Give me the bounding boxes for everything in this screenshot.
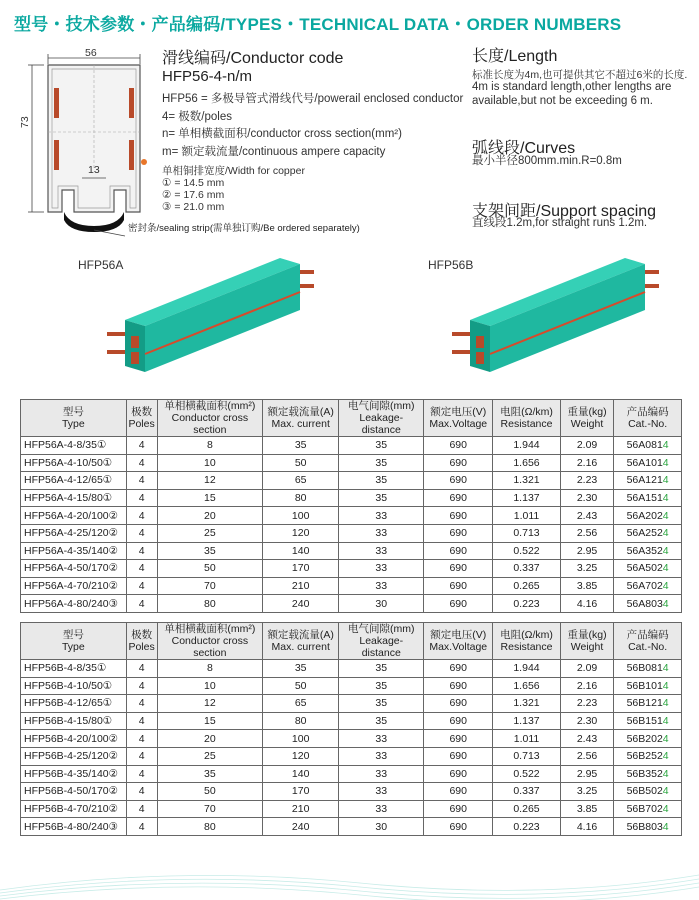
cell-cat-no bbox=[614, 712, 682, 730]
cell-leak: 30 bbox=[339, 818, 424, 836]
cat-no-suffix: 4 bbox=[662, 597, 669, 610]
cat-no-suffix: 4 bbox=[662, 820, 669, 833]
cell-type: HFP56A-4-25/120② bbox=[21, 524, 127, 542]
cat-no-suffix: 4 bbox=[662, 580, 669, 593]
cell-weight: 2.95 bbox=[560, 765, 613, 783]
cell-type: HFP56A-4-20/100② bbox=[21, 507, 127, 525]
table-header-row bbox=[21, 623, 682, 660]
cell-weight: 2.23 bbox=[560, 472, 613, 490]
cell-poles: 4 bbox=[126, 577, 157, 595]
cell-poles: 4 bbox=[126, 542, 157, 560]
cell-voltage: 690 bbox=[424, 677, 493, 695]
cell-cross: 25 bbox=[157, 747, 263, 765]
table-row bbox=[21, 542, 682, 560]
cell-weight: 2.56 bbox=[560, 524, 613, 542]
cat-no-main: 56A121 bbox=[626, 474, 663, 487]
cell-current: 50 bbox=[263, 677, 339, 695]
cell-current: 140 bbox=[263, 765, 339, 783]
cell-poles: 4 bbox=[126, 472, 157, 490]
cat-no-main: 56A202 bbox=[626, 509, 663, 522]
cell-cat-no bbox=[614, 765, 682, 783]
cell-res: 0.713 bbox=[493, 747, 561, 765]
curves-text: 最小半径800mm.min.R=0.8m bbox=[472, 155, 622, 167]
cell-current: 65 bbox=[263, 695, 339, 713]
cell-cross: 20 bbox=[157, 730, 263, 748]
cat-no-main: 56B352 bbox=[626, 767, 663, 780]
sealing-strip-note: 密封条/sealing strip(需单独订购/Be ordered separately) bbox=[128, 223, 360, 234]
cat-no-main: 56B252 bbox=[626, 750, 663, 763]
cell-voltage: 690 bbox=[424, 542, 493, 560]
cell-leak: 33 bbox=[339, 542, 424, 560]
cell-poles: 4 bbox=[126, 660, 157, 678]
cell-res: 0.522 bbox=[493, 765, 561, 783]
column-header: 电气间隙(mm) Leakage-distance bbox=[339, 623, 424, 660]
table-row bbox=[21, 524, 682, 542]
cell-voltage: 690 bbox=[424, 660, 493, 678]
cell-res: 1.137 bbox=[493, 712, 561, 730]
cat-no-suffix: 4 bbox=[662, 474, 669, 487]
cell-voltage: 690 bbox=[424, 712, 493, 730]
cell-poles: 4 bbox=[126, 454, 157, 472]
cell-leak: 35 bbox=[339, 454, 424, 472]
column-header: 极数 Poles bbox=[126, 400, 157, 437]
cell-poles: 4 bbox=[126, 730, 157, 748]
conductor-line: n= 单相横截面积/conductor cross section(mm²) bbox=[162, 128, 402, 140]
cell-cross: 8 bbox=[157, 660, 263, 678]
cell-voltage: 690 bbox=[424, 695, 493, 713]
length-text-cn: 标准长度为4m,也可提供其它不超过6米的长度. bbox=[472, 69, 688, 81]
cell-poles: 4 bbox=[126, 765, 157, 783]
width-dimension: 56 bbox=[85, 47, 97, 59]
cell-current: 120 bbox=[263, 524, 339, 542]
table-header-row bbox=[21, 400, 682, 437]
cat-no-suffix: 4 bbox=[662, 767, 669, 780]
table-row bbox=[21, 472, 682, 490]
cat-no-suffix: 4 bbox=[662, 732, 669, 745]
cell-weight: 2.95 bbox=[560, 542, 613, 560]
cat-no-main: 56A702 bbox=[626, 580, 663, 593]
cat-no-suffix: 4 bbox=[662, 439, 669, 452]
cell-type: HFP56B-4-12/65① bbox=[21, 695, 127, 713]
column-header: 单相横截面积(mm²) Conductor cross section bbox=[157, 623, 263, 660]
product-a-image bbox=[95, 250, 335, 390]
cell-weight: 2.43 bbox=[560, 507, 613, 525]
cat-no-suffix: 4 bbox=[662, 715, 669, 728]
cell-res: 1.944 bbox=[493, 437, 561, 455]
cell-leak: 33 bbox=[339, 560, 424, 578]
cross-section-drawing bbox=[20, 40, 160, 240]
conductor-line: m= 额定载流量/continuous ampere capacity bbox=[162, 146, 386, 158]
cell-leak: 35 bbox=[339, 472, 424, 490]
cell-current: 240 bbox=[263, 595, 339, 613]
cat-no-suffix: 4 bbox=[662, 697, 669, 710]
cell-type: HFP56A-4-80/240③ bbox=[21, 595, 127, 613]
cell-leak: 33 bbox=[339, 765, 424, 783]
cell-voltage: 690 bbox=[424, 437, 493, 455]
cell-poles: 4 bbox=[126, 677, 157, 695]
conductor-line: 4= 极数/poles bbox=[162, 111, 232, 123]
cell-cat-no bbox=[614, 660, 682, 678]
cell-poles: 4 bbox=[126, 489, 157, 507]
column-header: 重量(kg) Weight bbox=[560, 623, 613, 660]
length-text-en: 4m is standard length,other lengths are bbox=[472, 81, 672, 93]
cat-no-main: 56A101 bbox=[626, 456, 663, 469]
cell-cross: 15 bbox=[157, 712, 263, 730]
cell-weight: 2.56 bbox=[560, 747, 613, 765]
cell-voltage: 690 bbox=[424, 818, 493, 836]
cat-no-suffix: 4 bbox=[662, 662, 669, 675]
cell-cat-no bbox=[614, 542, 682, 560]
cell-res: 0.265 bbox=[493, 577, 561, 595]
cell-res: 1.011 bbox=[493, 507, 561, 525]
cell-current: 65 bbox=[263, 472, 339, 490]
cat-no-suffix: 4 bbox=[662, 527, 669, 540]
cell-type: HFP56A-4-70/210② bbox=[21, 577, 127, 595]
column-header: 电气间隙(mm) Leakage-distance bbox=[339, 400, 424, 437]
cell-cross: 12 bbox=[157, 695, 263, 713]
cell-type: HFP56A-4-12/65① bbox=[21, 472, 127, 490]
cell-current: 240 bbox=[263, 818, 339, 836]
cat-no-main: 56A803 bbox=[626, 597, 663, 610]
cat-no-suffix: 4 bbox=[662, 562, 669, 575]
cell-res: 1.656 bbox=[493, 454, 561, 472]
cell-weight: 2.30 bbox=[560, 712, 613, 730]
cell-poles: 4 bbox=[126, 560, 157, 578]
cell-poles: 4 bbox=[126, 712, 157, 730]
product-a-label: HFP56A bbox=[78, 258, 124, 272]
cell-cross: 70 bbox=[157, 577, 263, 595]
cat-no-suffix: 4 bbox=[662, 750, 669, 763]
cell-type: HFP56A-4-35/140② bbox=[21, 542, 127, 560]
copper-width-option: ③ = 21.0 mm bbox=[162, 201, 225, 213]
conductor-bar bbox=[129, 88, 134, 118]
cat-no-suffix: 4 bbox=[662, 803, 669, 816]
cell-cross: 10 bbox=[157, 454, 263, 472]
cell-leak: 33 bbox=[339, 747, 424, 765]
cell-poles: 4 bbox=[126, 507, 157, 525]
cell-res: 1.137 bbox=[493, 489, 561, 507]
conductor-code-value: HFP56-4-n/m bbox=[162, 68, 253, 85]
column-header: 重量(kg) Weight bbox=[560, 400, 613, 437]
cell-cross: 12 bbox=[157, 472, 263, 490]
table-row bbox=[21, 660, 682, 678]
cell-voltage: 690 bbox=[424, 783, 493, 801]
cell-type: HFP56B-4-70/210② bbox=[21, 800, 127, 818]
cell-cross: 8 bbox=[157, 437, 263, 455]
cell-current: 210 bbox=[263, 577, 339, 595]
cell-cat-no bbox=[614, 747, 682, 765]
cat-no-suffix: 4 bbox=[662, 544, 669, 557]
cell-voltage: 690 bbox=[424, 507, 493, 525]
product-b-label: HFP56B bbox=[428, 258, 474, 272]
column-header: 额定电压(V) Max.Voltage bbox=[424, 400, 493, 437]
cell-poles: 4 bbox=[126, 695, 157, 713]
table-row bbox=[21, 783, 682, 801]
column-header: 额定载流量(A) Max. current bbox=[263, 400, 339, 437]
table-row bbox=[21, 695, 682, 713]
cell-type: HFP56A-4-50/170② bbox=[21, 560, 127, 578]
table-row bbox=[21, 747, 682, 765]
cell-weight: 3.25 bbox=[560, 560, 613, 578]
cell-cross: 10 bbox=[157, 677, 263, 695]
cell-weight: 4.16 bbox=[560, 595, 613, 613]
conductor-bar bbox=[54, 140, 59, 170]
table-row bbox=[21, 577, 682, 595]
column-header: 电阻(Ω/km) Resistance bbox=[493, 623, 561, 660]
cell-leak: 33 bbox=[339, 507, 424, 525]
column-header: 额定载流量(A) Max. current bbox=[263, 623, 339, 660]
cell-leak: 33 bbox=[339, 783, 424, 801]
table-row bbox=[21, 560, 682, 578]
table-row bbox=[21, 437, 682, 455]
cell-current: 35 bbox=[263, 437, 339, 455]
table-row bbox=[21, 677, 682, 695]
cell-cat-no bbox=[614, 818, 682, 836]
cell-weight: 4.16 bbox=[560, 818, 613, 836]
cell-cat-no bbox=[614, 595, 682, 613]
cell-cat-no bbox=[614, 560, 682, 578]
table-row bbox=[21, 730, 682, 748]
cell-poles: 4 bbox=[126, 747, 157, 765]
cell-res: 0.337 bbox=[493, 783, 561, 801]
cat-no-main: 56A352 bbox=[626, 544, 663, 557]
table-row bbox=[21, 765, 682, 783]
column-header: 电阻(Ω/km) Resistance bbox=[493, 400, 561, 437]
cell-voltage: 690 bbox=[424, 577, 493, 595]
cat-no-suffix: 4 bbox=[662, 679, 669, 692]
cat-no-suffix: 4 bbox=[662, 509, 669, 522]
cell-cat-no bbox=[614, 454, 682, 472]
copper-width-title: 单相铜排宽度/Width for copper bbox=[162, 165, 305, 177]
inner-dimension: 13 bbox=[88, 164, 100, 176]
cell-cat-no bbox=[614, 507, 682, 525]
column-header: 额定电压(V) Max.Voltage bbox=[424, 623, 493, 660]
cell-cat-no bbox=[614, 695, 682, 713]
decorative-wave bbox=[0, 845, 699, 900]
cell-poles: 4 bbox=[126, 818, 157, 836]
support-text: 直线段1.2m,for straight runs 1.2m. bbox=[472, 217, 648, 229]
cell-res: 0.223 bbox=[493, 818, 561, 836]
cell-type: HFP56A-4-8/35① bbox=[21, 437, 127, 455]
spec-table-a bbox=[20, 399, 682, 613]
cell-cross: 35 bbox=[157, 542, 263, 560]
sealing-strip-shape bbox=[64, 212, 124, 232]
cell-current: 100 bbox=[263, 730, 339, 748]
cell-cat-no bbox=[614, 783, 682, 801]
cell-voltage: 690 bbox=[424, 800, 493, 818]
cell-weight: 2.23 bbox=[560, 695, 613, 713]
cell-type: HFP56B-4-8/35① bbox=[21, 660, 127, 678]
cell-poles: 4 bbox=[126, 524, 157, 542]
cell-poles: 4 bbox=[126, 800, 157, 818]
cell-voltage: 690 bbox=[424, 765, 493, 783]
cell-current: 50 bbox=[263, 454, 339, 472]
column-header: 型号 Type bbox=[21, 623, 127, 660]
cell-weight: 3.85 bbox=[560, 577, 613, 595]
table-row bbox=[21, 489, 682, 507]
cell-weight: 3.85 bbox=[560, 800, 613, 818]
cell-voltage: 690 bbox=[424, 730, 493, 748]
cell-leak: 35 bbox=[339, 712, 424, 730]
cell-res: 1.011 bbox=[493, 730, 561, 748]
cell-voltage: 690 bbox=[424, 560, 493, 578]
cell-poles: 4 bbox=[126, 595, 157, 613]
cell-cat-no bbox=[614, 437, 682, 455]
cell-weight: 2.09 bbox=[560, 437, 613, 455]
table-row bbox=[21, 454, 682, 472]
cell-cross: 20 bbox=[157, 507, 263, 525]
cell-cross: 15 bbox=[157, 489, 263, 507]
cat-no-main: 56B202 bbox=[626, 732, 663, 745]
cell-weight: 2.16 bbox=[560, 454, 613, 472]
cat-no-suffix: 4 bbox=[662, 456, 669, 469]
column-header: 产品编码 Cat.-No. bbox=[614, 623, 682, 660]
cell-type: HFP56A-4-10/50① bbox=[21, 454, 127, 472]
cell-current: 35 bbox=[263, 660, 339, 678]
cat-no-suffix: 4 bbox=[662, 492, 669, 505]
cell-poles: 4 bbox=[126, 783, 157, 801]
cat-no-main: 56B702 bbox=[626, 803, 663, 816]
cell-current: 80 bbox=[263, 712, 339, 730]
table-row bbox=[21, 818, 682, 836]
cell-weight: 2.16 bbox=[560, 677, 613, 695]
cell-cross: 25 bbox=[157, 524, 263, 542]
cell-leak: 35 bbox=[339, 695, 424, 713]
cell-cat-no bbox=[614, 472, 682, 490]
cell-type: HFP56B-4-20/100② bbox=[21, 730, 127, 748]
cell-voltage: 690 bbox=[424, 454, 493, 472]
cell-cat-no bbox=[614, 677, 682, 695]
conductor-bar bbox=[129, 140, 134, 170]
cell-type: HFP56B-4-25/120② bbox=[21, 747, 127, 765]
cat-no-main: 56B101 bbox=[626, 679, 663, 692]
cell-weight: 2.30 bbox=[560, 489, 613, 507]
cell-voltage: 690 bbox=[424, 489, 493, 507]
cell-cat-no bbox=[614, 524, 682, 542]
cell-res: 0.337 bbox=[493, 560, 561, 578]
cell-res: 0.265 bbox=[493, 800, 561, 818]
spec-table-b bbox=[20, 622, 682, 836]
cat-no-main: 56A081 bbox=[626, 439, 663, 452]
cell-voltage: 690 bbox=[424, 747, 493, 765]
table-row bbox=[21, 712, 682, 730]
cell-type: HFP56B-4-15/80① bbox=[21, 712, 127, 730]
cell-leak: 33 bbox=[339, 524, 424, 542]
conductor-line: HFP56 = 多极导管式滑线代号/powerail enclosed conductor bbox=[162, 93, 464, 105]
cell-type: HFP56B-4-80/240③ bbox=[21, 818, 127, 836]
cell-weight: 3.25 bbox=[560, 783, 613, 801]
cell-voltage: 690 bbox=[424, 472, 493, 490]
table-row bbox=[21, 507, 682, 525]
cell-current: 80 bbox=[263, 489, 339, 507]
conductor-code-title: 滑线编码/Conductor code bbox=[162, 50, 344, 67]
cell-cat-no bbox=[614, 489, 682, 507]
cat-no-main: 56B803 bbox=[626, 820, 663, 833]
height-dimension: 73 bbox=[19, 116, 31, 128]
cat-no-main: 56A502 bbox=[626, 562, 663, 575]
cat-no-main: 56A252 bbox=[626, 527, 663, 540]
cell-cat-no bbox=[614, 577, 682, 595]
column-header: 极数 Poles bbox=[126, 623, 157, 660]
cell-poles: 4 bbox=[126, 437, 157, 455]
page-header: 型号・技术参数・产品编码/TYPES・TECHNICAL DATA・ORDER NUMBERS bbox=[14, 15, 622, 34]
cell-leak: 33 bbox=[339, 577, 424, 595]
cell-res: 1.321 bbox=[493, 472, 561, 490]
copper-width-option: ① = 14.5 mm bbox=[162, 177, 225, 189]
cell-cross: 50 bbox=[157, 783, 263, 801]
cat-no-suffix: 4 bbox=[662, 785, 669, 798]
cell-weight: 2.43 bbox=[560, 730, 613, 748]
cell-leak: 33 bbox=[339, 800, 424, 818]
cell-res: 1.321 bbox=[493, 695, 561, 713]
cell-leak: 33 bbox=[339, 730, 424, 748]
cell-leak: 35 bbox=[339, 660, 424, 678]
conductor-bar bbox=[54, 88, 59, 118]
cell-current: 210 bbox=[263, 800, 339, 818]
cat-no-main: 56B502 bbox=[626, 785, 663, 798]
cell-current: 140 bbox=[263, 542, 339, 560]
cell-type: HFP56B-4-50/170② bbox=[21, 783, 127, 801]
cell-cat-no bbox=[614, 730, 682, 748]
cell-current: 100 bbox=[263, 507, 339, 525]
cell-res: 0.522 bbox=[493, 542, 561, 560]
table-row bbox=[21, 595, 682, 613]
cell-cross: 50 bbox=[157, 560, 263, 578]
cell-current: 170 bbox=[263, 560, 339, 578]
curves-title: 弧线段/Curves bbox=[472, 140, 576, 157]
cell-type: HFP56B-4-35/140② bbox=[21, 765, 127, 783]
cell-leak: 35 bbox=[339, 489, 424, 507]
cell-leak: 35 bbox=[339, 437, 424, 455]
cat-no-main: 56B151 bbox=[626, 715, 663, 728]
support-title: 支架间距/Support spacing bbox=[472, 203, 657, 220]
cell-cat-no bbox=[614, 800, 682, 818]
column-header: 单相横截面积(mm²) Conductor cross section bbox=[157, 400, 263, 437]
cell-res: 0.223 bbox=[493, 595, 561, 613]
length-text-en: available,but not be exceeding 6 m. bbox=[472, 95, 653, 107]
cell-cross: 35 bbox=[157, 765, 263, 783]
cell-leak: 35 bbox=[339, 677, 424, 695]
cell-voltage: 690 bbox=[424, 595, 493, 613]
cell-leak: 30 bbox=[339, 595, 424, 613]
cat-no-main: 56B121 bbox=[626, 697, 663, 710]
cell-res: 0.713 bbox=[493, 524, 561, 542]
product-b-image bbox=[440, 250, 680, 390]
cell-current: 120 bbox=[263, 747, 339, 765]
cell-type: HFP56A-4-15/80① bbox=[21, 489, 127, 507]
column-header: 型号 Type bbox=[21, 400, 127, 437]
cell-type: HFP56B-4-10/50① bbox=[21, 677, 127, 695]
copper-width-option: ② = 17.6 mm bbox=[162, 189, 225, 201]
cat-no-main: 56B081 bbox=[626, 662, 663, 675]
cell-res: 1.656 bbox=[493, 677, 561, 695]
column-header: 产品编码 Cat.-No. bbox=[614, 400, 682, 437]
cell-current: 170 bbox=[263, 783, 339, 801]
cell-weight: 2.09 bbox=[560, 660, 613, 678]
cell-cross: 80 bbox=[157, 818, 263, 836]
cell-cross: 70 bbox=[157, 800, 263, 818]
cell-voltage: 690 bbox=[424, 524, 493, 542]
length-title: 长度/Length bbox=[472, 48, 558, 65]
cell-cross: 80 bbox=[157, 595, 263, 613]
table-row bbox=[21, 800, 682, 818]
cell-res: 1.944 bbox=[493, 660, 561, 678]
cat-no-main: 56A151 bbox=[626, 492, 663, 505]
